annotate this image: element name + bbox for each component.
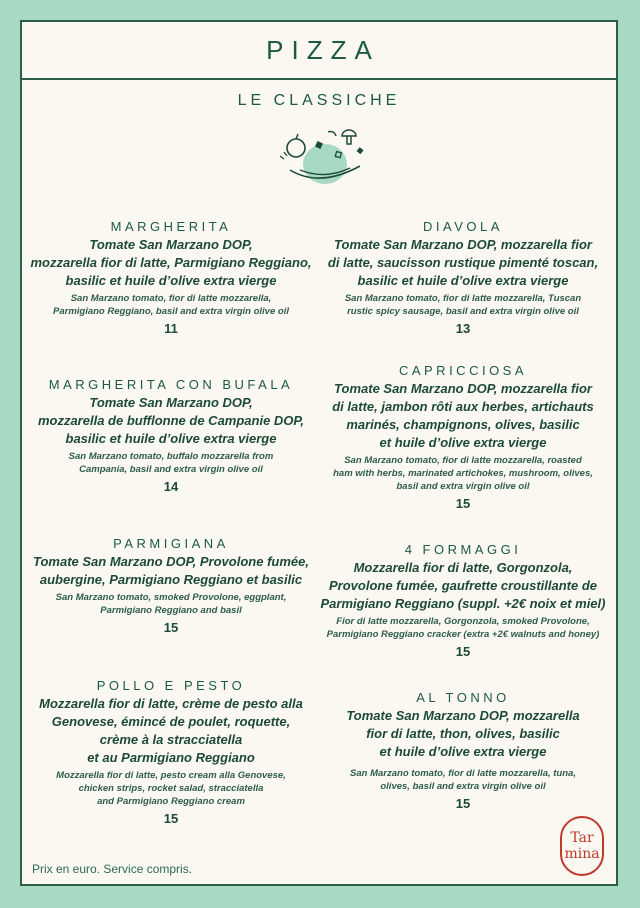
- item-description-en: San Marzano tomato, smoked Provolone, eggplant, Parmigiano Reggiano and basil: [55, 592, 287, 616]
- menu-item: [26, 678, 316, 826]
- item-price: 15: [163, 811, 179, 826]
- menu-item: [318, 542, 608, 659]
- item-description-fr: Tomate San Marzano DOP, mozzarella fior di latte, thon, olives, basilic et huile d’olive extra vierge: [346, 708, 580, 759]
- item-description-en: Fior di latte mozzarella, Gorgonzola, smoked Provolone, Parmigiano Reggiano cracker (extra +2€ walnuts and honey): [326, 616, 600, 640]
- item-description-fr: Tomate San Marzano DOP, Provolone fumée, aubergine, Parmigiano Reggiano et basilic: [33, 554, 309, 587]
- pizza-ingredients-icon: [270, 122, 370, 192]
- item-description-fr: Tomate San Marzano DOP, mozzarella fior di latte, saucisson rustique pimenté toscan, basilic et huile d’olive extra vierge: [327, 237, 599, 288]
- item-name: MARGHERITA: [110, 219, 232, 234]
- footer-note: Prix en euro. Service compris.: [32, 862, 193, 876]
- item-description-en: San Marzano tomato, buffalo mozzarella from Campania, basil and extra virgin olive oil: [68, 451, 274, 475]
- item-price: 15: [455, 796, 471, 811]
- item-price: 13: [455, 321, 471, 336]
- item-name: 4 FORMAGGI: [404, 542, 522, 557]
- page-title: PIZZA: [266, 34, 380, 65]
- item-description-fr: Mozzarella fior di latte, Gorgonzola, Provolone fumée, gaufrette croustillante de Parmigiano Reggiano (suppl. +2€ noix et miel): [320, 560, 606, 611]
- item-description-en: San Marzano tomato, fior di latte mozzarella, roasted ham with herbs, marinated artichokes, mushroom, olives, basil and extra virgin olive oil: [333, 455, 593, 492]
- item-description-fr: Tomate San Marzano DOP, mozzarella fior di latte, jambon rôti aux herbes, artichauts marinés, champignons, olives, basilic et huile d’olive extra vierge: [332, 381, 594, 450]
- menu-item: [318, 219, 608, 336]
- menu-item: [26, 536, 316, 635]
- menu-sheet: [20, 20, 618, 886]
- item-name: MARGHERITA CON BUFALA: [48, 377, 294, 392]
- item-price: 11: [164, 321, 178, 336]
- item-name: DIAVOLA: [423, 219, 503, 234]
- title-bar: [22, 22, 616, 80]
- item-name: AL TONNO: [416, 690, 510, 705]
- item-description-en: San Marzano tomato, fior di latte mozzarella, tuna, olives, basil and extra virgin olive oil: [350, 768, 576, 792]
- item-price: 14: [163, 479, 179, 494]
- item-name: CAPRICCIOSA: [398, 363, 528, 378]
- menu-item: [318, 363, 608, 511]
- item-price: 15: [455, 496, 471, 511]
- menu-item: [26, 377, 316, 494]
- item-description-fr: Mozzarella fior di latte, crème de pesto alla Genovese, émincé de poulet, roquette, crème à la stracciatella et au Parmigiano Reggiano: [39, 696, 303, 765]
- item-price: 15: [163, 620, 179, 635]
- menu-item: [318, 690, 608, 811]
- item-price: 15: [455, 644, 471, 659]
- item-description-en: San Marzano tomato, fior di latte mozzarella, Tuscan rustic spicy sausage, basil and extra virgin olive oil: [344, 293, 582, 317]
- section-title: LE CLASSICHE: [237, 92, 401, 109]
- item-name: PARMIGIANA: [113, 536, 229, 551]
- item-description-en: Mozzarella fior di latte, pesto cream alla Genovese, chicken strips, rocket salad, stracciatella and Parmigiano Reggiano cream: [56, 770, 286, 807]
- item-name: POLLO E PESTO: [96, 678, 246, 693]
- item-description-fr: Tomate San Marzano DOP, mozzarella de bufflonne de Campanie DOP, basilic et huile d’olive extra vierge: [37, 395, 305, 446]
- menu-item: [26, 219, 316, 336]
- tarmina-logo: Tar mina: [560, 816, 604, 876]
- item-description-en: San Marzano tomato, fior di latte mozzarella, Parmigiano Reggiano, basil and extra virgin olive oil: [53, 293, 289, 317]
- item-description-fr: Tomate San Marzano DOP, mozzarella fior di latte, Parmigiano Reggiano, basilic et huile d’olive extra vierge: [30, 237, 312, 288]
